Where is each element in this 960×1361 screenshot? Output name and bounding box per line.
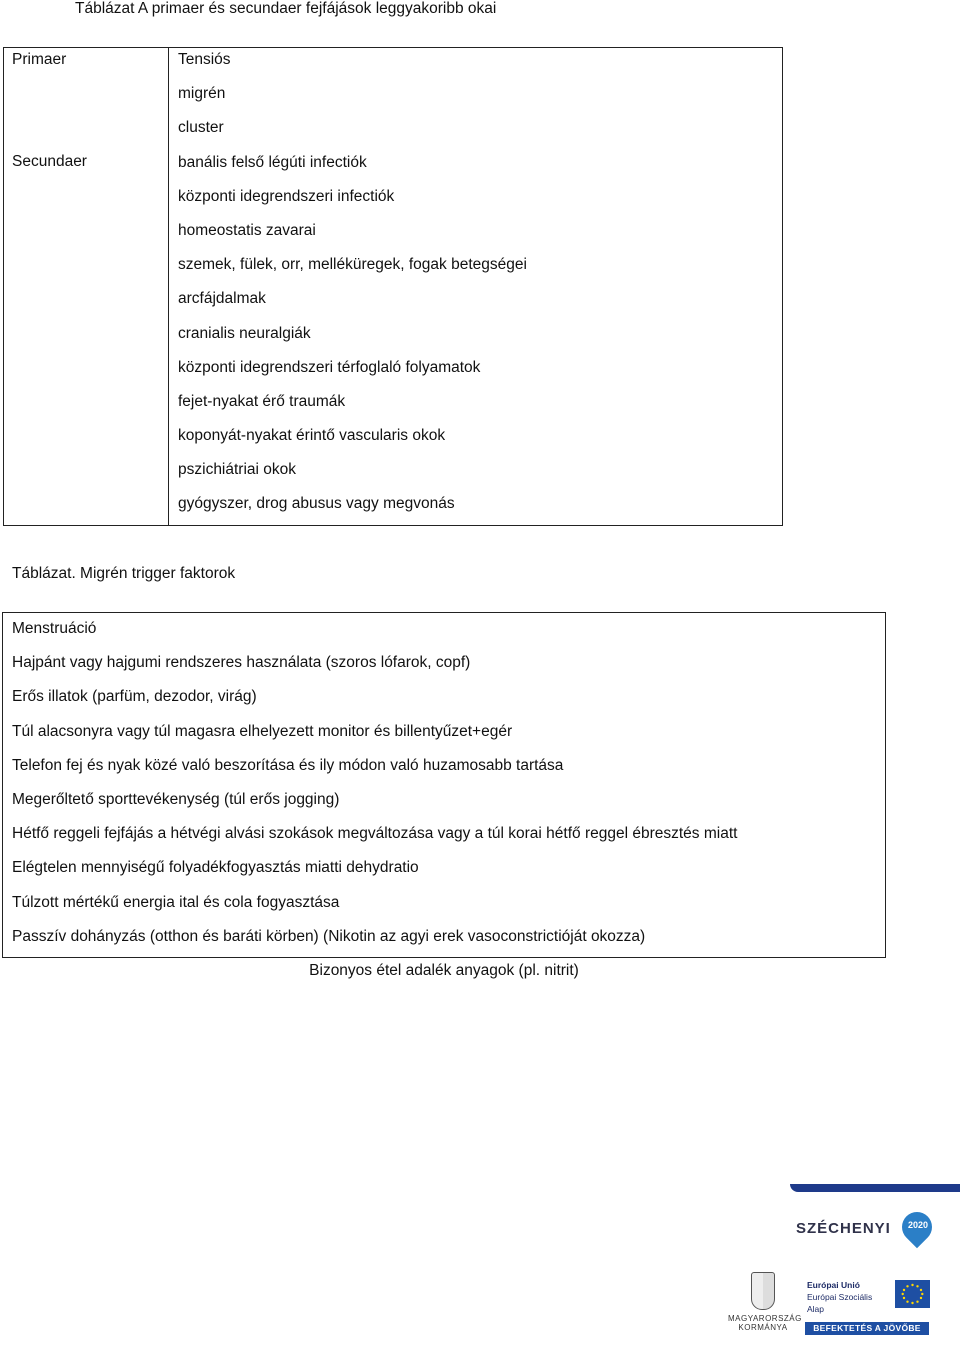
list-item: szemek, fülek, orr, melléküregek, fogak betegségei: [178, 256, 527, 274]
list-item: Túl alacsonyra vagy túl magasra elhelyezett monitor és billentyűzet+egér: [12, 722, 513, 740]
eu-band: BEFEKTETÉS A JÖVŐBE: [805, 1322, 929, 1335]
list-item: Megerőltető sporttevékenység (túl erős jogging): [12, 790, 340, 808]
list-item: Menstruáció: [12, 620, 97, 637]
trigger-after-table: Bizonyos étel adalék anyagok (pl. nitrit): [309, 962, 579, 979]
list-item: Hajpánt vagy hajgumi rendszeres használata (szoros lófarok, copf): [12, 654, 471, 672]
list-item: Elégtelen mennyiségű folyadékfogyasztás miatti dehydratio: [12, 859, 419, 877]
list-item: fejet-nyakat érő traumák: [178, 392, 346, 410]
szechenyi-year: 2020: [907, 1220, 929, 1230]
list-item: Hétfő reggeli fejfájás a hétvégi alvási szokások megváltozása vagy a túl korai hétfő reggel ébresztés miatt: [12, 825, 738, 843]
list-item: központi idegrendszeri térfoglaló folyamatok: [178, 358, 481, 376]
government-logo: [728, 1272, 802, 1342]
list-item: Passzív dohányzás (otthon és baráti körben) (Nikotin az agyi erek vasoconstrictióját okozza): [12, 927, 646, 945]
list-item: migrén: [178, 85, 226, 103]
trigger-table: [2, 612, 886, 958]
table2-caption: Táblázat. Migrén trigger faktorok: [12, 565, 236, 582]
government-line1: MAGYARORSZÁG: [728, 1314, 802, 1323]
list-item: homeostatis zavarai: [178, 221, 316, 239]
table1-caption: Táblázat A primaer és secundaer fejfájások leggyakoribb okai: [75, 0, 497, 17]
list-item: gyógyszer, drog abusus vagy megvonás: [178, 495, 455, 513]
list-item: arcfájdalmak: [178, 290, 266, 308]
eu-line3: Alap: [807, 1304, 825, 1314]
list-item: Erős illatok (parfüm, dezodor, virág): [12, 688, 257, 706]
eu-line2: Európai Szociális: [807, 1292, 873, 1302]
list-item: központi idegrendszeri infectiók: [178, 187, 395, 205]
list-item: banális felső légúti infectiók: [178, 153, 367, 171]
cause-list: [178, 50, 527, 529]
eu-line1: Európai Unió: [807, 1280, 860, 1290]
list-item: Telefon fej és nyak közé való beszorítása és ily módon való huzamosabb tartása: [12, 756, 564, 774]
szechenyi-word: SZÉCHENYI: [796, 1220, 891, 1237]
eu-flag-icon: [895, 1280, 930, 1308]
causes-table: [3, 47, 783, 526]
list-item: cranialis neuralgiák: [178, 324, 311, 342]
government-line2: KORMÁNYA: [738, 1323, 788, 1332]
category-primaer: Primaer: [12, 51, 67, 68]
list-item: cluster: [178, 119, 224, 137]
list-item: pszichiátriai okok: [178, 461, 297, 479]
trigger-list: [12, 619, 737, 961]
list-item: Tensiós: [178, 51, 231, 68]
category-secundaer: Secundaer: [12, 153, 87, 170]
list-item: koponyát-nyakat érintő vascularis okok: [178, 427, 446, 445]
logo-bar: [790, 1184, 960, 1192]
coat-of-arms-icon: [751, 1272, 775, 1310]
list-item: Túlzott mértékű energia ital és cola fogyasztása: [12, 893, 340, 911]
column-divider: [168, 48, 169, 525]
szechenyi-2020-logo: [790, 1184, 960, 1260]
